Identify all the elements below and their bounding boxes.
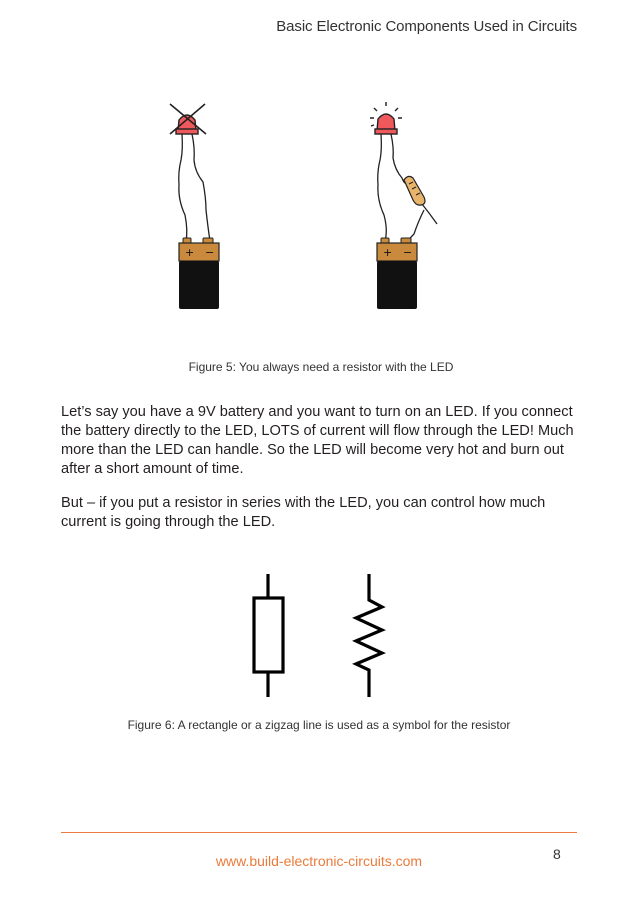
body-paragraph: Let’s say you have a 9V battery and you want to turn on an LED. If you connect the battery directly to the LED, LOTS of current will flow through the LED! Much more than the LED can handle. So the LED will become very hot and burn out after a short amount of time. [61,404,574,477]
figure-6-caption: Figure 6: A rectangle or a zigzag line is used as a symbol for the resistor [127,718,511,732]
footer-divider [61,832,577,833]
led-glowing-icon [370,102,402,134]
figure-6-illustration [0,560,638,710]
resistor-rectangle-symbol-icon [254,574,283,697]
page-header-title: Basic Electronic Components Used in Circuits [276,18,577,35]
footer-website-link[interactable]: www.build-electronic-circuits.com [215,853,423,869]
battery-icon [179,238,219,309]
led-broken-icon [170,104,206,134]
resistor-icon [404,176,425,205]
svg-text:+: + [185,246,195,259]
body-paragraph: But – if you put a resistor in series with the LED, you can control how much current is going through the LED. [61,495,546,530]
battery-icon [377,238,417,309]
svg-text:+: + [383,246,393,259]
svg-text:−: − [403,246,413,259]
left-circuit-wires [179,134,210,241]
page-number: 8 [553,846,561,862]
figure-5-caption: Figure 5: You always need a resistor with the LED [188,360,454,374]
resistor-zigzag-symbol-icon [356,574,382,697]
svg-text:−: − [205,246,215,259]
figure-5-illustration [0,0,638,330]
